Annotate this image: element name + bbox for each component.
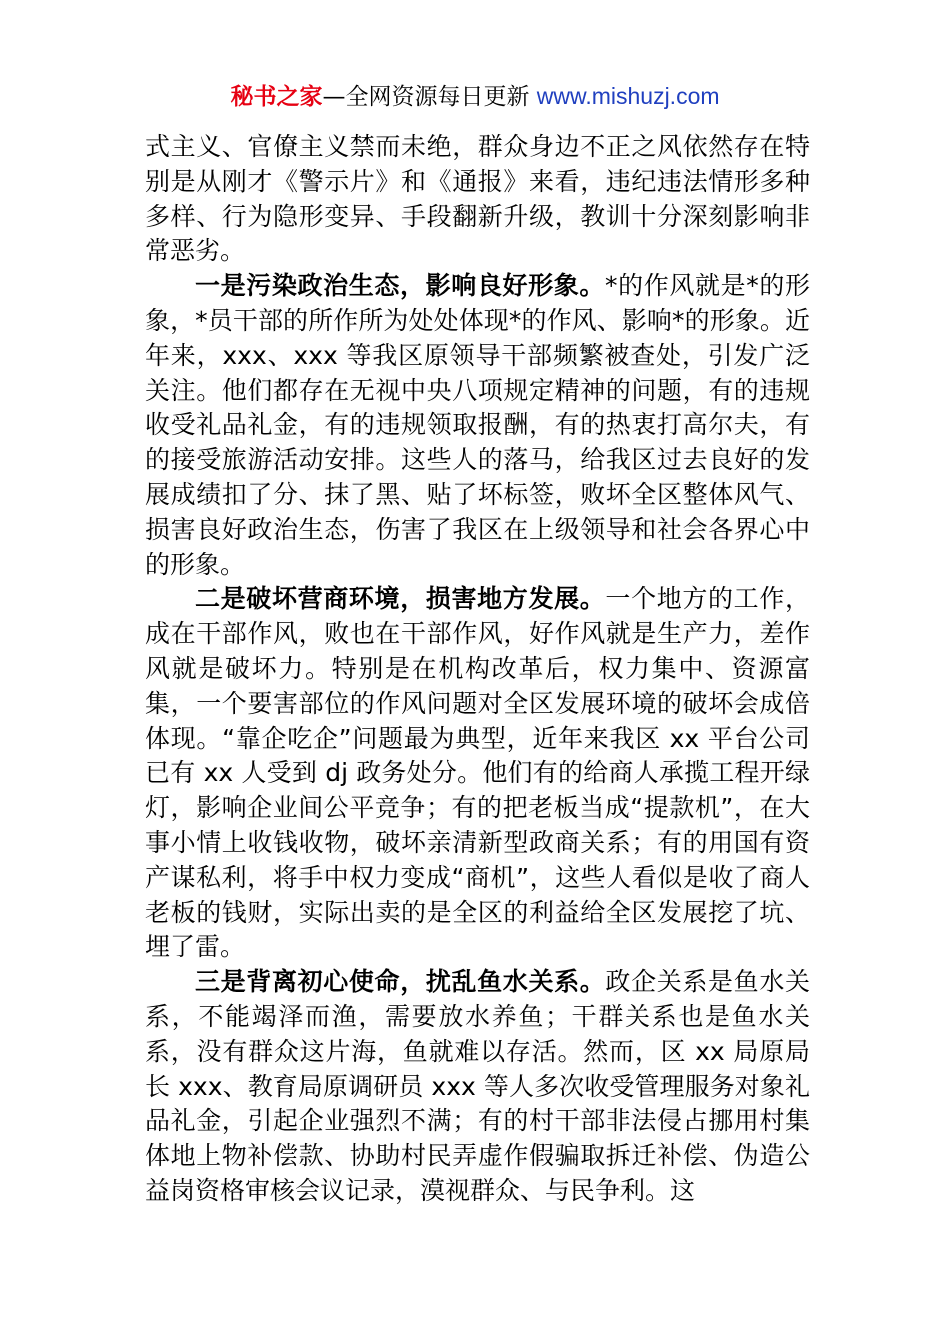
paragraph-point-2: [145, 582, 810, 965]
paragraph-point-3: [145, 965, 810, 1209]
paragraph-text: *的作风就是*的形象，*员干部的所作所为处处体现*的作风、影响*的形象。近年来，xxx、xxx 等我区原领导干部频繁被查处，引发广泛关注。他们都存在无视中央八项规定精神的问题，有的违规收受礼品礼金，有的违规领取报酬，有的热衷打高尔夫，有的接受旅游活动安排。这些人的落马，给我区过去良好的发展成绩扣了分、抹了黑、贴了坏标签，败坏全区整体风气、损害良好政治生态，伤害了我区在上级领导和社会各界心中的形象。: [145, 271, 810, 579]
paragraph-text: 式主义、官僚主义禁而未绝，群众身边不正之风依然存在特别是从刚才《警示片》和《通报》来看，违纪违法情形多种多样、行为隐形变异、手段翻新升级，教训十分深刻影响非常恶劣。: [145, 132, 810, 266]
document-body: [145, 130, 810, 1209]
paragraph-lead: 三是背离初心使命，扰乱鱼水关系。: [195, 967, 606, 997]
site-header: [0, 80, 950, 113]
site-tagline: —全网资源每日更新: [322, 84, 537, 110]
paragraph-text: 一个地方的工作，成在干部作风，败也在干部作风，好作风就是生产力，差作风就是破坏力。特别是在机构改革后，权力集中、资源富集，一个要害部位的作风问题对全区发展环境的破坏会成倍体现。“靠企吃企”问题最为典型，近年来我区 xx 平台公司已有 xx 人受到 dj 政务处分。他们有的给商人承揽工程开绿灯，影响企业间公平竞争；有的把老板当成“提款机”，在大事小情上收钱收物，破坏亲清新型政商关系；有的用国有资产谋私利，将手中权力变成“商机”，这些人看似是收了商人老板的钱财，实际出卖的是全区的利益给全区发展挖了坑、埋了雷。: [145, 584, 810, 962]
paragraph-text: 政企关系是鱼水关系，不能竭泽而渔，需要放水养鱼；干群关系也是鱼水关系，没有群众这片海，鱼就难以存活。然而，区 xx 局原局长 xxx、教育局原调研员 xxx 等人多次收受管理服务对象礼品礼金，引起企业强烈不满；有的村干部非法侵占挪用村集体地上物补偿款、协助村民弄虚作假骗取拆迁补偿、伪造公益岗资格审核会议记录，漠视群众、与民争利。这: [145, 967, 810, 1205]
paragraph-continuation: [145, 130, 810, 269]
paragraph-lead: 二是破坏营商环境，损害地方发展。: [195, 584, 606, 614]
paragraph-lead: 一是污染政治生态，影响良好形象。: [195, 271, 605, 301]
site-brand: 秘书之家: [230, 84, 323, 110]
paragraph-point-1: [145, 269, 810, 582]
site-url[interactable]: www.mishuzj.com: [536, 83, 720, 109]
